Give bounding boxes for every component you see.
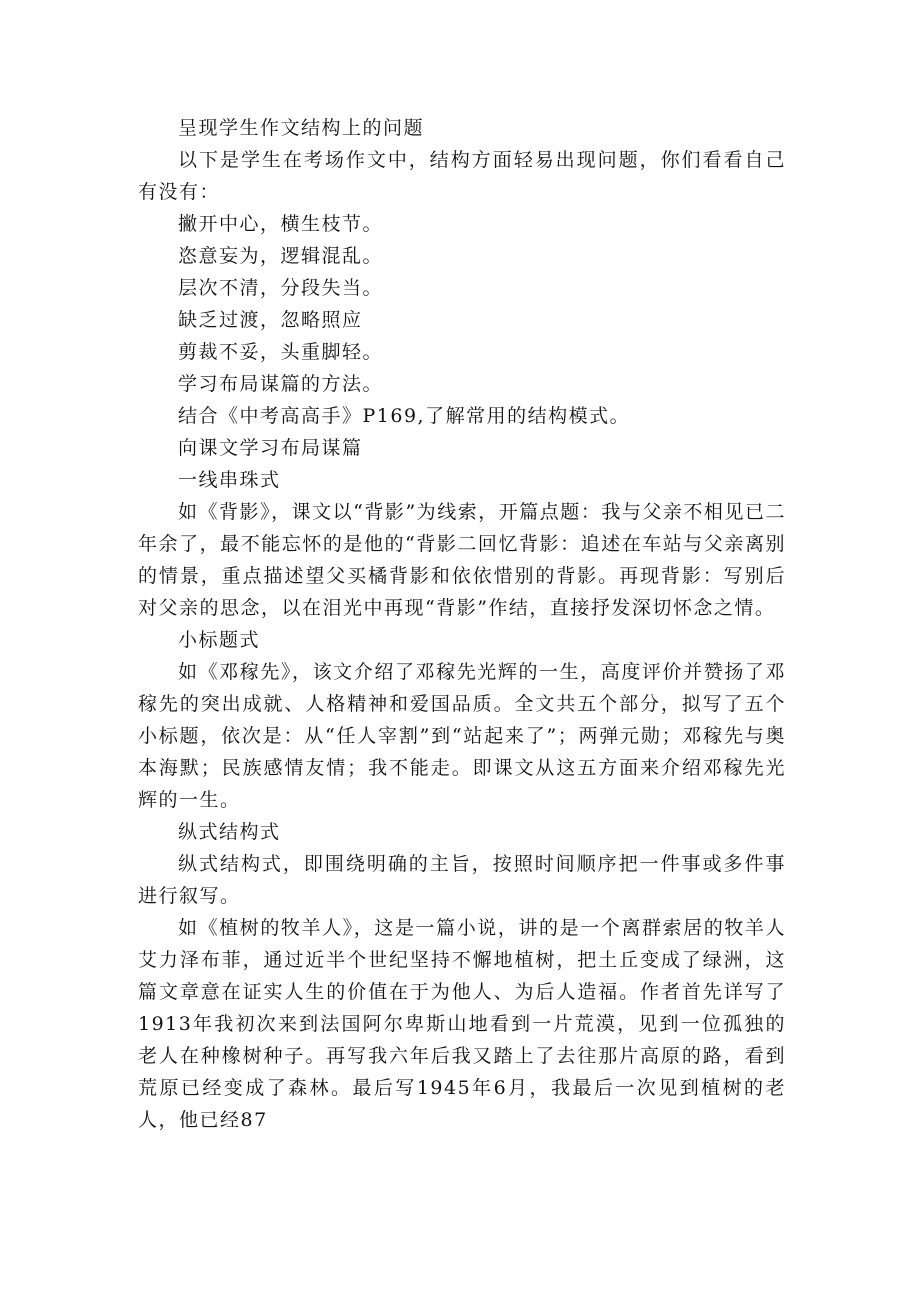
problem-item-4: 缺乏过渡，忽略照应 xyxy=(178,309,363,331)
document-page xyxy=(138,112,786,1136)
example-beiying: 如《背影》，课文以“背影”为线索，开篇点题：我与父亲不相见已二年余了，最不能忘怀的是他的“背影二回忆背影：追述在车站与父亲离别的情景，重点描述望父买橘背影和依依惜别的背影。再现背影：写别后对父亲的思念，以在泪光中再现“背影”作结，直接抒发深切怀念之情。 xyxy=(138,501,786,619)
example-shepherd: 如《植树的牧羊人》，这是一篇小说，讲的是一个离群索居的牧羊人艾力泽布菲，通过近半个世纪坚持不懈地植树，把土丘变成了绿洲，这篇文章意在证实人生的价值在于为他人、为后人造福。作者首先详写了1913年我初次来到法国阿尔卑斯山地看到一片荒漠，见到一位孤独的老人在种橡树种子。再写我六年后我又踏上了去往那片高原的路，看到荒原已经变成了森林。最后写1945年6月，我最后一次见到植树的老人，他已经87 xyxy=(138,917,786,1131)
problem-item-1: 撇开中心，横生枝节。 xyxy=(178,213,384,235)
heading-thread-style: 一线串珠式 xyxy=(178,469,281,491)
problem-item-3: 层次不清，分段失当。 xyxy=(178,277,384,299)
heading-learn-from-texts: 向课文学习布局谋篇 xyxy=(178,437,363,459)
heading-vertical-structure: 纵式结构式 xyxy=(178,821,281,843)
example-dengjiaxian: 如《邓稼先》，该文介绍了邓稼先光辉的一生，高度评价并赞扬了邓稼先的突出成就、人格精神和爱国品质。全文共五个部分，拟写了五个小标题，依次是：从“任人宰割”到“站起来了”；两弹元勋；邓稼先与奥本海默；民族感情友情；我不能走。即课文从这五方面来介绍邓稼先光辉的一生。 xyxy=(138,661,786,811)
problem-item-2: 恣意妄为，逻辑混乱。 xyxy=(178,245,384,267)
vertical-structure-definition: 纵式结构式，即围绕明确的主旨，按照时间顺序把一件事或多件事进行叙写。 xyxy=(138,853,786,907)
problem-item-5: 剪裁不妥，头重脚轻。 xyxy=(178,341,384,363)
heading-structure-problems: 呈现学生作文结构上的问题 xyxy=(178,117,425,139)
heading-subtitle-style: 小标题式 xyxy=(178,629,261,651)
heading-learn-methods: 学习布局谋篇的方法。 xyxy=(178,373,384,395)
intro-paragraph: 以下是学生在考场作文中，结构方面轻易出现问题，你们看看自己有没有： xyxy=(138,149,786,203)
reference-paragraph: 结合《中考高高手》P169,了解常用的结构模式。 xyxy=(178,405,631,427)
